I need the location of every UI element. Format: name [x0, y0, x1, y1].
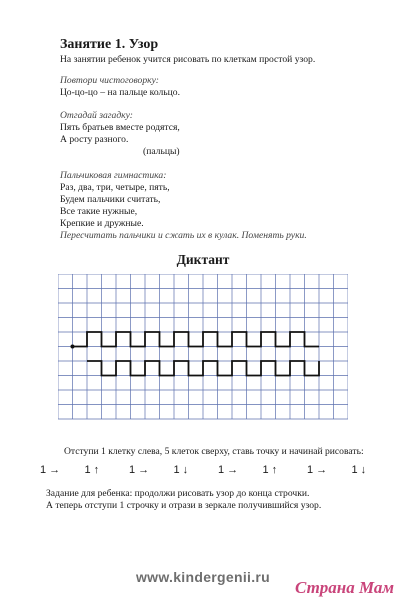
- pattern-line-top: [73, 332, 320, 347]
- watermark-logo: Страна Мам: [294, 578, 394, 597]
- tongue-twister-text: Цо-цо-цо – на пальце кольцо.: [60, 87, 181, 98]
- sequence-step: [263, 464, 278, 476]
- finger-game-line: Будем пальчики считать,: [60, 194, 161, 205]
- task-line: Задание для ребенка: продолжи рисовать узор до конца строчки.: [46, 488, 310, 499]
- sequence-step: [174, 464, 189, 476]
- finger-game-line: Крепкие и дружные.: [60, 218, 144, 229]
- dictation-grid: [58, 274, 348, 420]
- step-arrow-icon: →: [46, 464, 61, 476]
- riddle-label: Отгадай загадку:: [60, 110, 133, 121]
- step-count: 1: [351, 464, 358, 476]
- step-arrow-icon: ↓: [357, 464, 367, 476]
- sequence-step: [129, 464, 149, 476]
- tongue-twister-label: Повтори чистоговорку:: [60, 75, 159, 86]
- finger-game-instruction: Пересчитать пальчики и сжать их в кулак. Поменять руки.: [60, 230, 307, 241]
- sequence-step: [85, 464, 100, 476]
- step-count: 1: [307, 464, 314, 476]
- dictation-heading: Диктант: [176, 252, 230, 267]
- sequence-step: [352, 464, 367, 476]
- step-count: 1: [173, 464, 180, 476]
- step-count: 1: [129, 464, 136, 476]
- task-line: А теперь отступи 1 строчку и отрази в зеркале получившийся узор.: [46, 500, 322, 511]
- finger-game-line: Раз, два, три, четыре, пять,: [60, 182, 170, 193]
- riddle-line: Пять братьев вместе родятся,: [60, 122, 180, 133]
- step-arrow-icon: ↑: [268, 464, 278, 476]
- lesson-intro: На занятии ребенок учится рисовать по клеткам простой узор.: [60, 54, 316, 65]
- lesson-title: Занятие 1. Узор: [60, 37, 159, 52]
- riddle-answer: (пальцы): [143, 146, 180, 157]
- step-count: 1: [218, 464, 225, 476]
- start-instruction: Отступи 1 клетку слева, 5 клеток сверху, ставь точку и начинай рисовать:: [64, 446, 364, 457]
- step-arrow-icon: →: [224, 464, 239, 476]
- start-dot: [71, 345, 75, 349]
- pattern-line-bottom: [87, 361, 319, 376]
- sequence-step: [307, 464, 327, 476]
- step-count: 1: [40, 464, 47, 476]
- finger-game-line: Все такие нужные,: [60, 206, 138, 217]
- riddle-line: А росту разного.: [60, 134, 129, 145]
- sequence-step: [218, 464, 238, 476]
- step-arrow-icon: ↑: [90, 464, 100, 476]
- step-arrow-icon: →: [135, 464, 150, 476]
- sequence-step: [40, 464, 60, 476]
- step-arrow-icon: →: [313, 464, 328, 476]
- step-arrow-icon: ↓: [179, 464, 189, 476]
- site-url: www.kindergenii.ru: [135, 569, 270, 585]
- step-count: 1: [262, 464, 269, 476]
- step-count: 1: [84, 464, 91, 476]
- finger-game-label: Пальчиковая гимнастика:: [60, 170, 167, 181]
